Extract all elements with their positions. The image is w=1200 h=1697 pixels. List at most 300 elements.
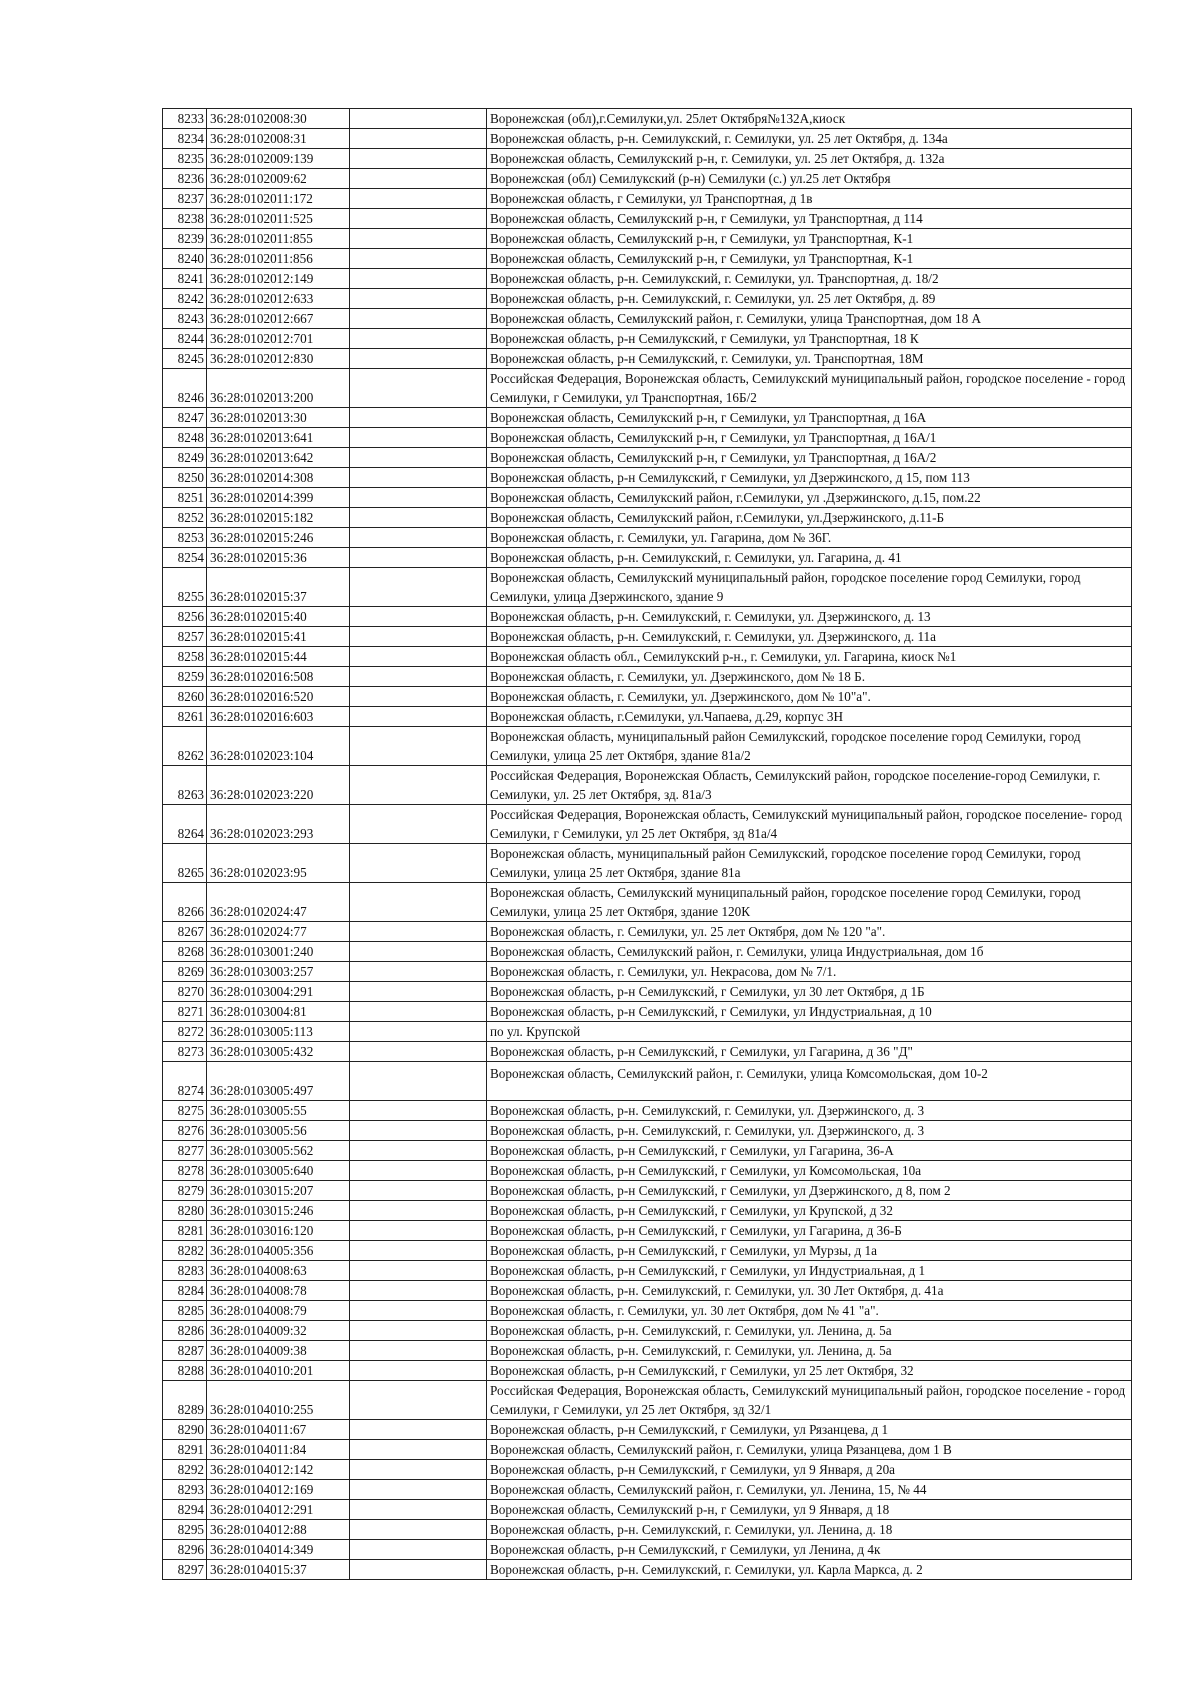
empty-cell xyxy=(350,1381,487,1420)
address-cell: Российская Федерация, Воронежская область, Семилукский муниципальный район, городское поселение - город Семилуки, г Семилуки, ул 25 лет Октября, зд 32/1 xyxy=(487,1381,1132,1420)
cadastral-number-cell: 36:28:0102012:701 xyxy=(207,329,350,349)
table-row xyxy=(163,289,1132,309)
table-row xyxy=(163,805,1132,844)
row-number-cell: 8267 xyxy=(163,922,207,942)
row-number-cell: 8256 xyxy=(163,607,207,627)
empty-cell xyxy=(350,289,487,309)
cadastral-number-cell: 36:28:0102015:182 xyxy=(207,508,350,528)
row-number-cell: 8261 xyxy=(163,707,207,727)
cadastral-number-cell: 36:28:0103001:240 xyxy=(207,942,350,962)
table-row xyxy=(163,488,1132,508)
address-cell: Воронежская область, г. Семилуки, ул. 30 лет Октября, дом № 41 "а". xyxy=(487,1301,1132,1321)
row-number-cell: 8275 xyxy=(163,1101,207,1121)
empty-cell xyxy=(350,1500,487,1520)
empty-cell xyxy=(350,109,487,129)
empty-cell xyxy=(350,249,487,269)
row-number-cell: 8263 xyxy=(163,766,207,805)
empty-cell xyxy=(350,627,487,647)
cadastral-number-cell: 36:28:0104012:142 xyxy=(207,1460,350,1480)
address-cell: Воронежская область, г. Семилуки, ул. Некрасова, дом № 7/1. xyxy=(487,962,1132,982)
cadastral-number-cell: 36:28:0102009:139 xyxy=(207,149,350,169)
cadastral-number-cell: 36:28:0102014:399 xyxy=(207,488,350,508)
row-number-cell: 8277 xyxy=(163,1141,207,1161)
table-row xyxy=(163,667,1132,687)
cadastral-number-cell: 36:28:0102024:47 xyxy=(207,883,350,922)
address-cell: Воронежская область, Семилукский район, г.Семилуки, ул.Дзержинского, д.11-Б xyxy=(487,508,1132,528)
address-cell: Воронежская область, г. Семилуки, ул. Дзержинского, дом № 10"а". xyxy=(487,687,1132,707)
row-number-cell: 8268 xyxy=(163,942,207,962)
row-number-cell: 8290 xyxy=(163,1420,207,1440)
address-cell: Российская Федерация, Воронежская область, Семилукский муниципальный район, городское поселение - город Семилуки, г Семилуки, ул Транспортная, 16Б/2 xyxy=(487,369,1132,408)
cadastral-number-cell: 36:28:0102012:667 xyxy=(207,309,350,329)
row-number-cell: 8247 xyxy=(163,408,207,428)
cadastral-number-cell: 36:28:0102015:40 xyxy=(207,607,350,627)
cadastral-number-cell: 36:28:0102023:293 xyxy=(207,805,350,844)
row-number-cell: 8250 xyxy=(163,468,207,488)
empty-cell xyxy=(350,568,487,607)
table-row xyxy=(163,528,1132,548)
table-row xyxy=(163,1181,1132,1201)
table-row xyxy=(163,1002,1132,1022)
table-row xyxy=(163,189,1132,209)
row-number-cell: 8249 xyxy=(163,448,207,468)
address-cell: Воронежская область, р-н Семилукский, г Семилуки, ул Индустриальная, д 1 xyxy=(487,1261,1132,1281)
cadastral-number-cell: 36:28:0104009:38 xyxy=(207,1341,350,1361)
cadastral-number-cell: 36:28:0102024:77 xyxy=(207,922,350,942)
address-cell: Воронежская область, Семилукский р-н, г Семилуки, ул Транспортная, д 16А/2 xyxy=(487,448,1132,468)
empty-cell xyxy=(350,149,487,169)
cadastral-number-cell: 36:28:0104008:79 xyxy=(207,1301,350,1321)
row-number-cell: 8233 xyxy=(163,109,207,129)
empty-cell xyxy=(350,189,487,209)
table-row xyxy=(163,962,1132,982)
empty-cell xyxy=(350,468,487,488)
empty-cell xyxy=(350,329,487,349)
table-row xyxy=(163,1440,1132,1460)
cadastral-number-cell: 36:28:0104012:169 xyxy=(207,1480,350,1500)
table-row xyxy=(163,169,1132,189)
empty-cell xyxy=(350,229,487,249)
table-row xyxy=(163,1540,1132,1560)
address-cell: Воронежская (обл),г.Семилуки,ул. 25лет Октября№132А,киоск xyxy=(487,109,1132,129)
empty-cell xyxy=(350,1022,487,1042)
empty-cell xyxy=(350,647,487,667)
row-number-cell: 8279 xyxy=(163,1181,207,1201)
empty-cell xyxy=(350,883,487,922)
address-cell: Воронежская область, Семилукский район, г. Семилуки, улица Индустриальная, дом 1б xyxy=(487,942,1132,962)
address-cell: по ул. Крупской xyxy=(487,1022,1132,1042)
row-number-cell: 8242 xyxy=(163,289,207,309)
empty-cell xyxy=(350,1201,487,1221)
row-number-cell: 8252 xyxy=(163,508,207,528)
empty-cell xyxy=(350,707,487,727)
table-row xyxy=(163,1460,1132,1480)
row-number-cell: 8243 xyxy=(163,309,207,329)
address-cell: Воронежская область, р-н. Семилукский, г. Семилуки, ул. Карла Маркса, д. 2 xyxy=(487,1560,1132,1580)
table-row xyxy=(163,408,1132,428)
empty-cell xyxy=(350,922,487,942)
empty-cell xyxy=(350,1062,487,1101)
table-row xyxy=(163,149,1132,169)
address-cell: Воронежская область, р-н Семилукский, г Семилуки, ул Рязанцева, д 1 xyxy=(487,1420,1132,1440)
row-number-cell: 8281 xyxy=(163,1221,207,1241)
table-row xyxy=(163,942,1132,962)
table-row xyxy=(163,1241,1132,1261)
empty-cell xyxy=(350,369,487,408)
row-number-cell: 8253 xyxy=(163,528,207,548)
table-row xyxy=(163,687,1132,707)
cadastral-number-cell: 36:28:0104012:291 xyxy=(207,1500,350,1520)
row-number-cell: 8236 xyxy=(163,169,207,189)
table-row xyxy=(163,209,1132,229)
empty-cell xyxy=(350,1261,487,1281)
cadastral-number-cell: 36:28:0104011:84 xyxy=(207,1440,350,1460)
cadastral-number-cell: 36:28:0103005:562 xyxy=(207,1141,350,1161)
table-row xyxy=(163,607,1132,627)
address-cell: Воронежская область, Семилукский муниципальный район, городское поселение город Семилуки, город Семилуки, улица 25 лет Октября, здание 120К xyxy=(487,883,1132,922)
address-cell: Воронежская область, г. Семилуки, ул. Гагарина, дом № 36Г. xyxy=(487,528,1132,548)
empty-cell xyxy=(350,607,487,627)
address-cell: Воронежская область, р-н Семилукский, г Семилуки, ул Гагарина, д 36-Б xyxy=(487,1221,1132,1241)
table-row xyxy=(163,269,1132,289)
cadastral-number-cell: 36:28:0102015:44 xyxy=(207,647,350,667)
row-number-cell: 8260 xyxy=(163,687,207,707)
address-cell: Воронежская область, Семилукский муниципальный район, городское поселение город Семилуки, город Семилуки, улица Дзержинского, здание 9 xyxy=(487,568,1132,607)
row-number-cell: 8255 xyxy=(163,568,207,607)
address-cell: Воронежская область, Семилукский р-н, г Семилуки, ул Транспортная, д 16А xyxy=(487,408,1132,428)
empty-cell xyxy=(350,766,487,805)
cadastral-number-cell: 36:28:0103005:640 xyxy=(207,1161,350,1181)
table-row xyxy=(163,1161,1132,1181)
table-row xyxy=(163,329,1132,349)
table-row xyxy=(163,548,1132,568)
address-cell: Воронежская область, Семилукский район, г. Семилуки, улица Рязанцева, дом 1 В xyxy=(487,1440,1132,1460)
table-row xyxy=(163,129,1132,149)
cadastral-number-cell: 36:28:0104005:356 xyxy=(207,1241,350,1261)
cadastral-number-cell: 36:28:0103004:81 xyxy=(207,1002,350,1022)
row-number-cell: 8269 xyxy=(163,962,207,982)
cadastral-number-cell: 36:28:0102015:41 xyxy=(207,627,350,647)
table-row xyxy=(163,1121,1132,1141)
empty-cell xyxy=(350,667,487,687)
empty-cell xyxy=(350,1460,487,1480)
address-cell: Российская Федерация, Воронежская Область, Семилукский район, городское поселение-город Семилуки, г. Семилуки, ул. 25 лет Октября, зд. 81а/3 xyxy=(487,766,1132,805)
row-number-cell: 8246 xyxy=(163,369,207,408)
table-row xyxy=(163,844,1132,883)
cadastral-number-cell: 36:28:0102011:525 xyxy=(207,209,350,229)
table-row xyxy=(163,1361,1132,1381)
empty-cell xyxy=(350,1480,487,1500)
table-row xyxy=(163,369,1132,408)
cadastral-number-cell: 36:28:0104015:37 xyxy=(207,1560,350,1580)
cadastral-number-cell: 36:28:0103005:432 xyxy=(207,1042,350,1062)
address-cell: Воронежская область, р-н Семилукский, г Семилуки, ул Дзержинского, д 8, пом 2 xyxy=(487,1181,1132,1201)
empty-cell xyxy=(350,962,487,982)
address-cell: Воронежская область, р-н. Семилукский, г. Семилуки, ул. Дзержинского, д. 13 xyxy=(487,607,1132,627)
address-cell: Воронежская область, р-н. Семилукский, г. Семилуки, ул. Дзержинского, д. 3 xyxy=(487,1101,1132,1121)
empty-cell xyxy=(350,488,487,508)
empty-cell xyxy=(350,1042,487,1062)
address-cell: Воронежская область, г.Семилуки, ул.Чапаева, д.29, корпус 3Н xyxy=(487,707,1132,727)
row-number-cell: 8295 xyxy=(163,1520,207,1540)
cadastral-number-cell: 36:28:0104014:349 xyxy=(207,1540,350,1560)
address-cell: Воронежская область, р-н Семилукский, г. Семилуки, ул. Транспортная, 18М xyxy=(487,349,1132,369)
row-number-cell: 8237 xyxy=(163,189,207,209)
row-number-cell: 8288 xyxy=(163,1361,207,1381)
row-number-cell: 8280 xyxy=(163,1201,207,1221)
empty-cell xyxy=(350,448,487,468)
table-row xyxy=(163,1480,1132,1500)
row-number-cell: 8244 xyxy=(163,329,207,349)
table-row xyxy=(163,766,1132,805)
table-row xyxy=(163,349,1132,369)
row-number-cell: 8297 xyxy=(163,1560,207,1580)
cadastral-number-cell: 36:28:0103015:246 xyxy=(207,1201,350,1221)
cadastral-number-cell: 36:28:0102016:603 xyxy=(207,707,350,727)
address-cell: Воронежская (обл) Семилукский (р-н) Семилуки (с.) ул.25 лет Октября xyxy=(487,169,1132,189)
empty-cell xyxy=(350,1321,487,1341)
table-row xyxy=(163,1341,1132,1361)
empty-cell xyxy=(350,1440,487,1460)
empty-cell xyxy=(350,727,487,766)
row-number-cell: 8272 xyxy=(163,1022,207,1042)
empty-cell xyxy=(350,1361,487,1381)
empty-cell xyxy=(350,349,487,369)
table-row xyxy=(163,1281,1132,1301)
cadastral-number-cell: 36:28:0102008:30 xyxy=(207,109,350,129)
empty-cell xyxy=(350,528,487,548)
address-cell: Воронежская область, р-н. Семилукский, г. Семилуки, ул. Ленина, д. 5а xyxy=(487,1341,1132,1361)
address-cell: Воронежская область, р-н. Семилукский, г. Семилуки, ул. Ленина, д. 5а xyxy=(487,1321,1132,1341)
empty-cell xyxy=(350,408,487,428)
address-cell: Воронежская область, Семилукский район, г. Семилуки, улица Транспортная, дом 18 А xyxy=(487,309,1132,329)
row-number-cell: 8241 xyxy=(163,269,207,289)
cadastral-number-cell: 36:28:0102014:308 xyxy=(207,468,350,488)
row-number-cell: 8234 xyxy=(163,129,207,149)
cadastral-number-cell: 36:28:0104008:63 xyxy=(207,1261,350,1281)
empty-cell xyxy=(350,942,487,962)
table-row xyxy=(163,1042,1132,1062)
row-number-cell: 8274 xyxy=(163,1062,207,1101)
empty-cell xyxy=(350,169,487,189)
row-number-cell: 8238 xyxy=(163,209,207,229)
cadastral-number-cell: 36:28:0103005:113 xyxy=(207,1022,350,1042)
empty-cell xyxy=(350,1281,487,1301)
row-number-cell: 8294 xyxy=(163,1500,207,1520)
cadastral-number-cell: 36:28:0102008:31 xyxy=(207,129,350,149)
row-number-cell: 8282 xyxy=(163,1241,207,1261)
cadastral-number-cell: 36:28:0102013:642 xyxy=(207,448,350,468)
address-cell: Воронежская область, муниципальный район Семилукский, городское поселение город Семилуки, город Семилуки, улица 25 лет Октября, здание 81а/2 xyxy=(487,727,1132,766)
row-number-cell: 8278 xyxy=(163,1161,207,1181)
address-cell: Воронежская область, р-н Семилукский, г Семилуки, ул Индустриальная, д 10 xyxy=(487,1002,1132,1022)
address-cell: Воронежская область, р-н Семилукский, г Семилуки, ул Гагарина, д 36 "Д" xyxy=(487,1042,1132,1062)
cadastral-number-cell: 36:28:0104009:32 xyxy=(207,1321,350,1341)
row-number-cell: 8254 xyxy=(163,548,207,568)
row-number-cell: 8266 xyxy=(163,883,207,922)
table-row xyxy=(163,1221,1132,1241)
cadastral-number-cell: 36:28:0102023:95 xyxy=(207,844,350,883)
cadastral-number-cell: 36:28:0102013:200 xyxy=(207,369,350,408)
row-number-cell: 8285 xyxy=(163,1301,207,1321)
empty-cell xyxy=(350,982,487,1002)
table-row xyxy=(163,468,1132,488)
cadastral-number-cell: 36:28:0102015:37 xyxy=(207,568,350,607)
empty-cell xyxy=(350,1341,487,1361)
row-number-cell: 8262 xyxy=(163,727,207,766)
address-cell: Воронежская область, р-н. Семилукский, г. Семилуки, ул. Ленина, д. 18 xyxy=(487,1520,1132,1540)
address-cell: Воронежская область, р-н. Семилукский, г. Семилуки, ул. 25 лет Октября, д. 134а xyxy=(487,129,1132,149)
table-row xyxy=(163,1560,1132,1580)
empty-cell xyxy=(350,1002,487,1022)
empty-cell xyxy=(350,844,487,883)
row-number-cell: 8259 xyxy=(163,667,207,687)
table-row xyxy=(163,229,1132,249)
row-number-cell: 8286 xyxy=(163,1321,207,1341)
cadastral-number-cell: 36:28:0102012:830 xyxy=(207,349,350,369)
cadastral-number-cell: 36:28:0103004:291 xyxy=(207,982,350,1002)
row-number-cell: 8289 xyxy=(163,1381,207,1420)
empty-cell xyxy=(350,309,487,329)
cadastral-number-cell: 36:28:0102011:172 xyxy=(207,189,350,209)
table-row xyxy=(163,309,1132,329)
row-number-cell: 8283 xyxy=(163,1261,207,1281)
cadastral-number-cell: 36:28:0104012:88 xyxy=(207,1520,350,1540)
table-row xyxy=(163,883,1132,922)
address-cell: Воронежская область, р-н Семилукский, г Семилуки, ул Дзержинского, д 15, пом 113 xyxy=(487,468,1132,488)
address-cell: Воронежская область обл., Семилукский р-н., г. Семилуки, ул. Гагарина, киоск №1 xyxy=(487,647,1132,667)
row-number-cell: 8248 xyxy=(163,428,207,448)
address-cell: Воронежская область, р-н. Семилукский, г. Семилуки, ул. 30 Лет Октября, д. 41а xyxy=(487,1281,1132,1301)
table-row xyxy=(163,1381,1132,1420)
cadastral-number-cell: 36:28:0103005:55 xyxy=(207,1101,350,1121)
address-cell: Воронежская область, г. Семилуки, ул. Дзержинского, дом № 18 Б. xyxy=(487,667,1132,687)
table-row xyxy=(163,1062,1132,1101)
row-number-cell: 8291 xyxy=(163,1440,207,1460)
empty-cell xyxy=(350,548,487,568)
cadastral-number-cell: 36:28:0102009:62 xyxy=(207,169,350,189)
table-row xyxy=(163,1500,1132,1520)
cadastral-number-cell: 36:28:0104008:78 xyxy=(207,1281,350,1301)
cadastral-number-cell: 36:28:0102016:520 xyxy=(207,687,350,707)
address-cell: Воронежская область, р-н. Семилукский, г. Семилуки, ул. Дзержинского, д. 3 xyxy=(487,1121,1132,1141)
cadastral-number-cell: 36:28:0102012:633 xyxy=(207,289,350,309)
cadastral-number-cell: 36:28:0102023:104 xyxy=(207,727,350,766)
empty-cell xyxy=(350,428,487,448)
row-number-cell: 8257 xyxy=(163,627,207,647)
address-cell: Воронежская область, Семилукский район, г. Семилуки, улица Комсомольская, дом 10-2 xyxy=(487,1062,1132,1101)
row-number-cell: 8265 xyxy=(163,844,207,883)
table-row xyxy=(163,249,1132,269)
table-row xyxy=(163,982,1132,1002)
empty-cell xyxy=(350,1301,487,1321)
address-cell: Воронежская область, Семилукский р-н, г Семилуки, ул Транспортная, д 114 xyxy=(487,209,1132,229)
registry-table xyxy=(162,108,1132,1580)
cadastral-number-cell: 36:28:0103016:120 xyxy=(207,1221,350,1241)
cadastral-number-cell: 36:28:0102012:149 xyxy=(207,269,350,289)
empty-cell xyxy=(350,1181,487,1201)
row-number-cell: 8292 xyxy=(163,1460,207,1480)
address-cell: Воронежская область, р-н Семилукский, г Семилуки, ул Ленина, д 4к xyxy=(487,1540,1132,1560)
empty-cell xyxy=(350,1221,487,1241)
table-row xyxy=(163,508,1132,528)
address-cell: Воронежская область, муниципальный район Семилукский, городское поселение город Семилуки, город Семилуки, улица 25 лет Октября, здание 81а xyxy=(487,844,1132,883)
row-number-cell: 8276 xyxy=(163,1121,207,1141)
row-number-cell: 8245 xyxy=(163,349,207,369)
empty-cell xyxy=(350,1420,487,1440)
address-cell: Воронежская область, г Семилуки, ул Транспортная, д 1в xyxy=(487,189,1132,209)
table-row xyxy=(163,1141,1132,1161)
table-row xyxy=(163,1520,1132,1540)
cadastral-number-cell: 36:28:0104011:67 xyxy=(207,1420,350,1440)
empty-cell xyxy=(350,687,487,707)
address-cell: Воронежская область, р-н Семилукский, г Семилуки, ул Гагарина, 36-А xyxy=(487,1141,1132,1161)
cadastral-number-cell: 36:28:0102011:856 xyxy=(207,249,350,269)
empty-cell xyxy=(350,1520,487,1540)
address-cell: Воронежская область, Семилукский р-н, г Семилуки, ул 9 Января, д 18 xyxy=(487,1500,1132,1520)
address-cell: Воронежская область, р-н Семилукский, г Семилуки, ул 30 лет Октября, д 1Б xyxy=(487,982,1132,1002)
row-number-cell: 8239 xyxy=(163,229,207,249)
cadastral-number-cell: 36:28:0104010:255 xyxy=(207,1381,350,1420)
table-row xyxy=(163,1022,1132,1042)
empty-cell xyxy=(350,269,487,289)
cadastral-number-cell: 36:28:0102016:508 xyxy=(207,667,350,687)
empty-cell xyxy=(350,209,487,229)
row-number-cell: 8235 xyxy=(163,149,207,169)
cadastral-number-cell: 36:28:0102015:36 xyxy=(207,548,350,568)
row-number-cell: 8258 xyxy=(163,647,207,667)
address-cell: Российская Федерация, Воронежская область, Семилукский муниципальный район, городское поселение- город Семилуки, г Семилуки, ул 25 лет Октября, зд 81а/4 xyxy=(487,805,1132,844)
empty-cell xyxy=(350,129,487,149)
cadastral-number-cell: 36:28:0103015:207 xyxy=(207,1181,350,1201)
address-cell: Воронежская область, г. Семилуки, ул. 25 лет Октября, дом № 120 "а". xyxy=(487,922,1132,942)
address-cell: Воронежская область, р-н Семилукский, г Семилуки, ул Комсомольская, 10а xyxy=(487,1161,1132,1181)
table-row xyxy=(163,428,1132,448)
address-cell: Воронежская область, р-н. Семилукский, г. Семилуки, ул. Транспортная, д. 18/2 xyxy=(487,269,1132,289)
address-cell: Воронежская область, р-н Семилукский, г Семилуки, ул 25 лет Октября, 32 xyxy=(487,1361,1132,1381)
empty-cell xyxy=(350,508,487,528)
address-cell: Воронежская область, р-н. Семилукский, г. Семилуки, ул. Дзержинского, д. 11а xyxy=(487,627,1132,647)
empty-cell xyxy=(350,1141,487,1161)
empty-cell xyxy=(350,1560,487,1580)
address-cell: Воронежская область, р-н Семилукский, г Семилуки, ул Мурзы, д 1а xyxy=(487,1241,1132,1261)
row-number-cell: 8287 xyxy=(163,1341,207,1361)
address-cell: Воронежская область, Семилукский р-н, г Семилуки, ул Транспортная, К-1 xyxy=(487,249,1132,269)
address-cell: Воронежская область, р-н. Семилукский, г. Семилуки, ул. Гагарина, д. 41 xyxy=(487,548,1132,568)
cadastral-number-cell: 36:28:0102015:246 xyxy=(207,528,350,548)
table-row xyxy=(163,1301,1132,1321)
cadastral-number-cell: 36:28:0104010:201 xyxy=(207,1361,350,1381)
address-cell: Воронежская область, Семилукский р-н, г. Семилуки, ул. 25 лет Октября, д. 132а xyxy=(487,149,1132,169)
row-number-cell: 8240 xyxy=(163,249,207,269)
cadastral-number-cell: 36:28:0103005:56 xyxy=(207,1121,350,1141)
row-number-cell: 8270 xyxy=(163,982,207,1002)
address-cell: Воронежская область, Семилукский район, г.Семилуки, ул .Дзержинского, д.15, пом.22 xyxy=(487,488,1132,508)
address-cell: Воронежская область, Семилукский район, г. Семилуки, ул. Ленина, 15, № 44 xyxy=(487,1480,1132,1500)
table-row xyxy=(163,727,1132,766)
row-number-cell: 8271 xyxy=(163,1002,207,1022)
registry-table-body xyxy=(163,109,1132,1580)
table-row xyxy=(163,922,1132,942)
empty-cell xyxy=(350,1540,487,1560)
cadastral-number-cell: 36:28:0102011:855 xyxy=(207,229,350,249)
table-row xyxy=(163,1261,1132,1281)
row-number-cell: 8273 xyxy=(163,1042,207,1062)
cadastral-number-cell: 36:28:0102013:30 xyxy=(207,408,350,428)
table-row xyxy=(163,1201,1132,1221)
address-cell: Воронежская область, р-н Семилукский, г Семилуки, ул Транспортная, 18 К xyxy=(487,329,1132,349)
cadastral-number-cell: 36:28:0103005:497 xyxy=(207,1062,350,1101)
